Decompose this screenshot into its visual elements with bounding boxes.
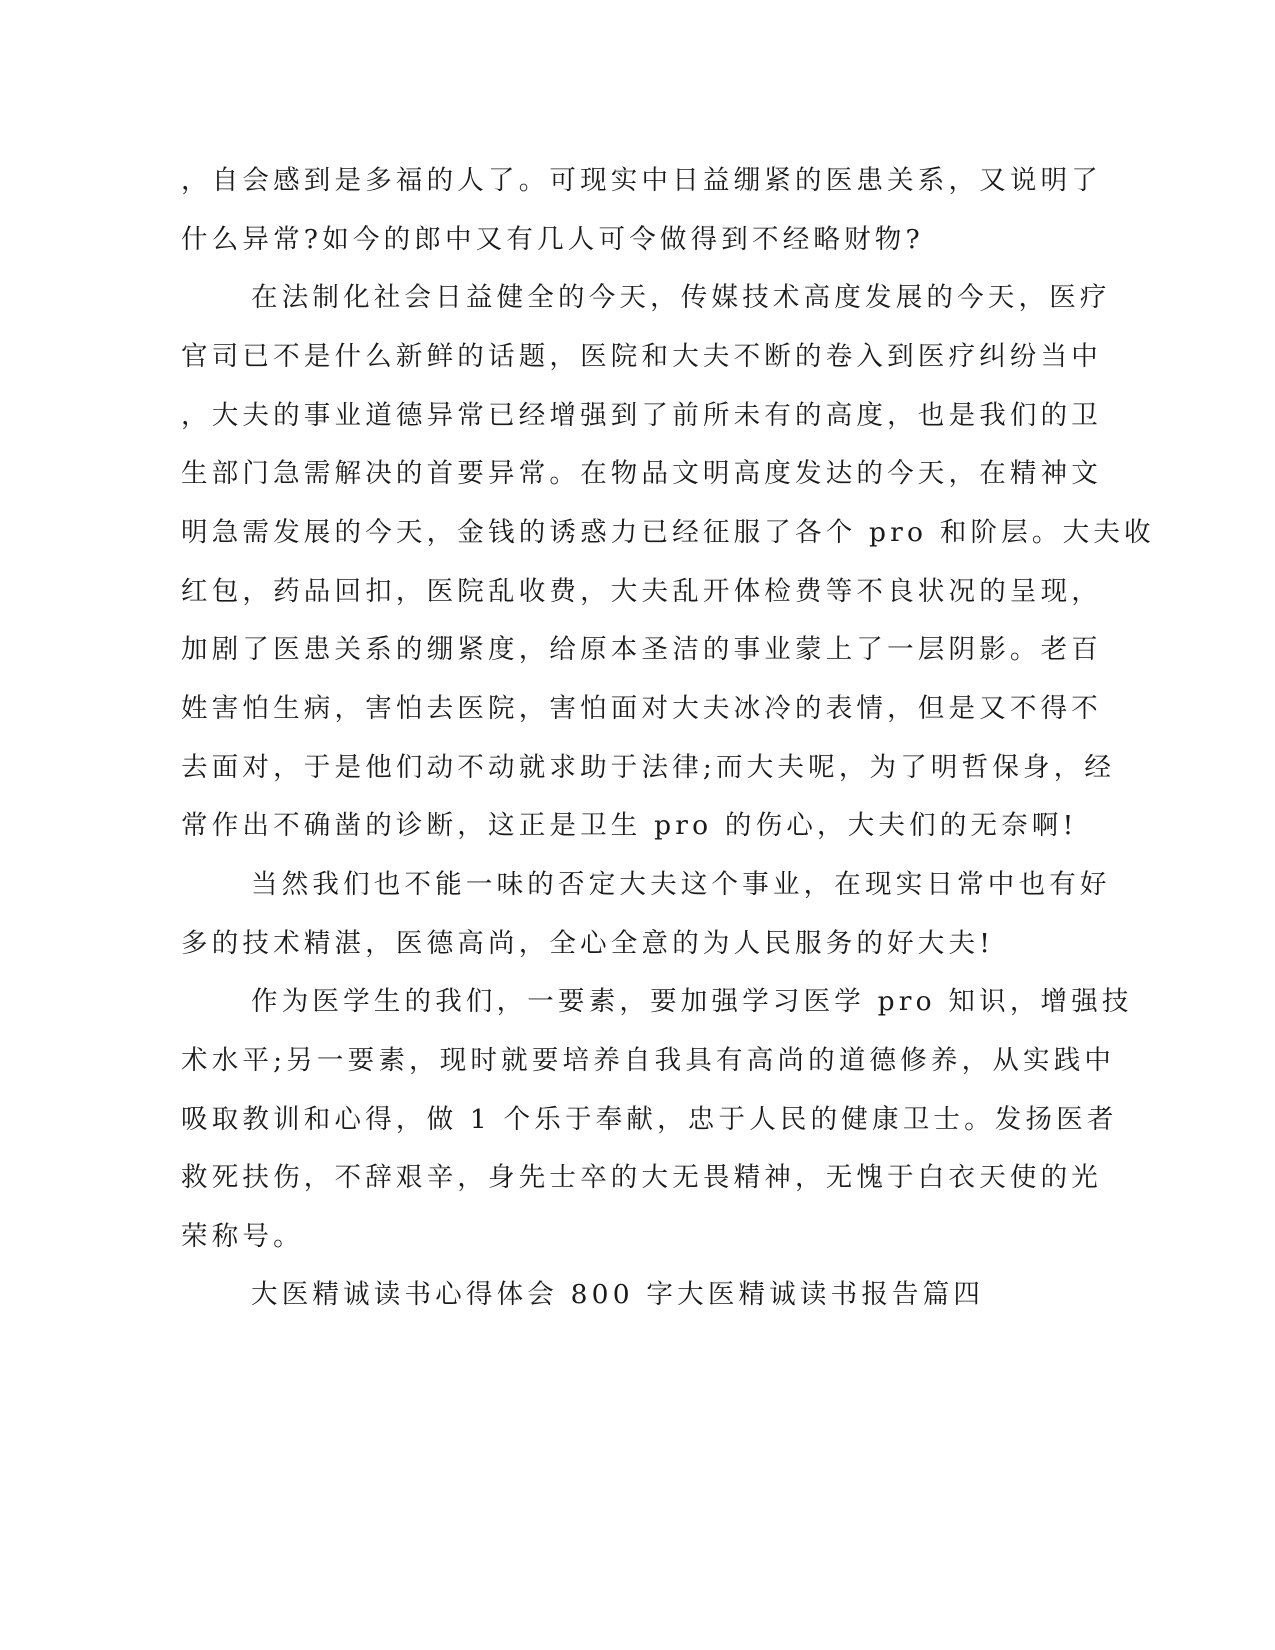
- text-line: 明急需发展的今天，金钱的诱惑力已经征服了各个 pro 和阶层。大夫收: [181, 517, 1155, 548]
- paragraph-first-line: 在法制化社会日益健全的今天，传媒技术高度发展的今天，医疗: [251, 282, 1111, 313]
- text-line: 多的技术精湛，医德高尚，全心全意的为人民服务的好大夫!: [181, 928, 995, 959]
- text-line: 荣称号。: [181, 1221, 304, 1252]
- text-line: ，大夫的事业道德异常已经增强到了前所未有的高度，也是我们的卫: [181, 400, 1102, 431]
- text-line: 红包，药品回扣，医院乱收费，大夫乱开体检费等不良状况的呈现，: [181, 576, 1102, 607]
- section-heading: 大医精诚读书心得体会 800 字大医精诚读书报告篇四: [251, 1279, 985, 1310]
- text-line: 姓害怕生病，害怕去医院，害怕面对大夫冰冷的表情，但是又不得不: [181, 693, 1102, 724]
- paragraph-first-line: 当然我们也不能一味的否定大夫这个事业，在现实日常中也有好: [251, 869, 1111, 900]
- text-line: 救死扶伤，不辞艰辛，身先士卒的大无畏精神，无愧于白衣天使的光: [181, 1162, 1102, 1193]
- text-line: 什么异常?如今的郎中又有几人可令做得到不经略财物?: [181, 224, 924, 255]
- text-line: 吸取教训和心得，做 1 个乐于奉献，忠于人民的健康卫士。发扬医者: [181, 1104, 1118, 1135]
- text-line: 加剧了医患关系的绷紧度，给原本圣洁的事业蒙上了一层阴影。老百: [181, 634, 1102, 665]
- text-line: 术水平;另一要素，现时就要培养自我具有高尚的道德修养，从实践中: [181, 1045, 1116, 1076]
- text-line: 常作出不确凿的诊断，这正是卫生 pro 的伤心，大夫们的无奈啊!: [181, 810, 1078, 841]
- text-line: 生部门急需解决的首要异常。在物品文明高度发达的今天，在精神文: [181, 458, 1102, 489]
- text-line: 去面对，于是他们动不动就求助于法律;而大夫呢，为了明哲保身，经: [181, 752, 1116, 783]
- paragraph-first-line: 作为医学生的我们，一要素，要加强学习医学 pro 知识，增强技: [251, 986, 1133, 1017]
- text-line: ，自会感到是多福的人了。可现实中日益绷紧的医患关系，又说明了: [181, 165, 1102, 196]
- text-line: 官司已不是什么新鲜的话题，医院和大夫不断的卷入到医疗纠纷当中: [181, 341, 1102, 372]
